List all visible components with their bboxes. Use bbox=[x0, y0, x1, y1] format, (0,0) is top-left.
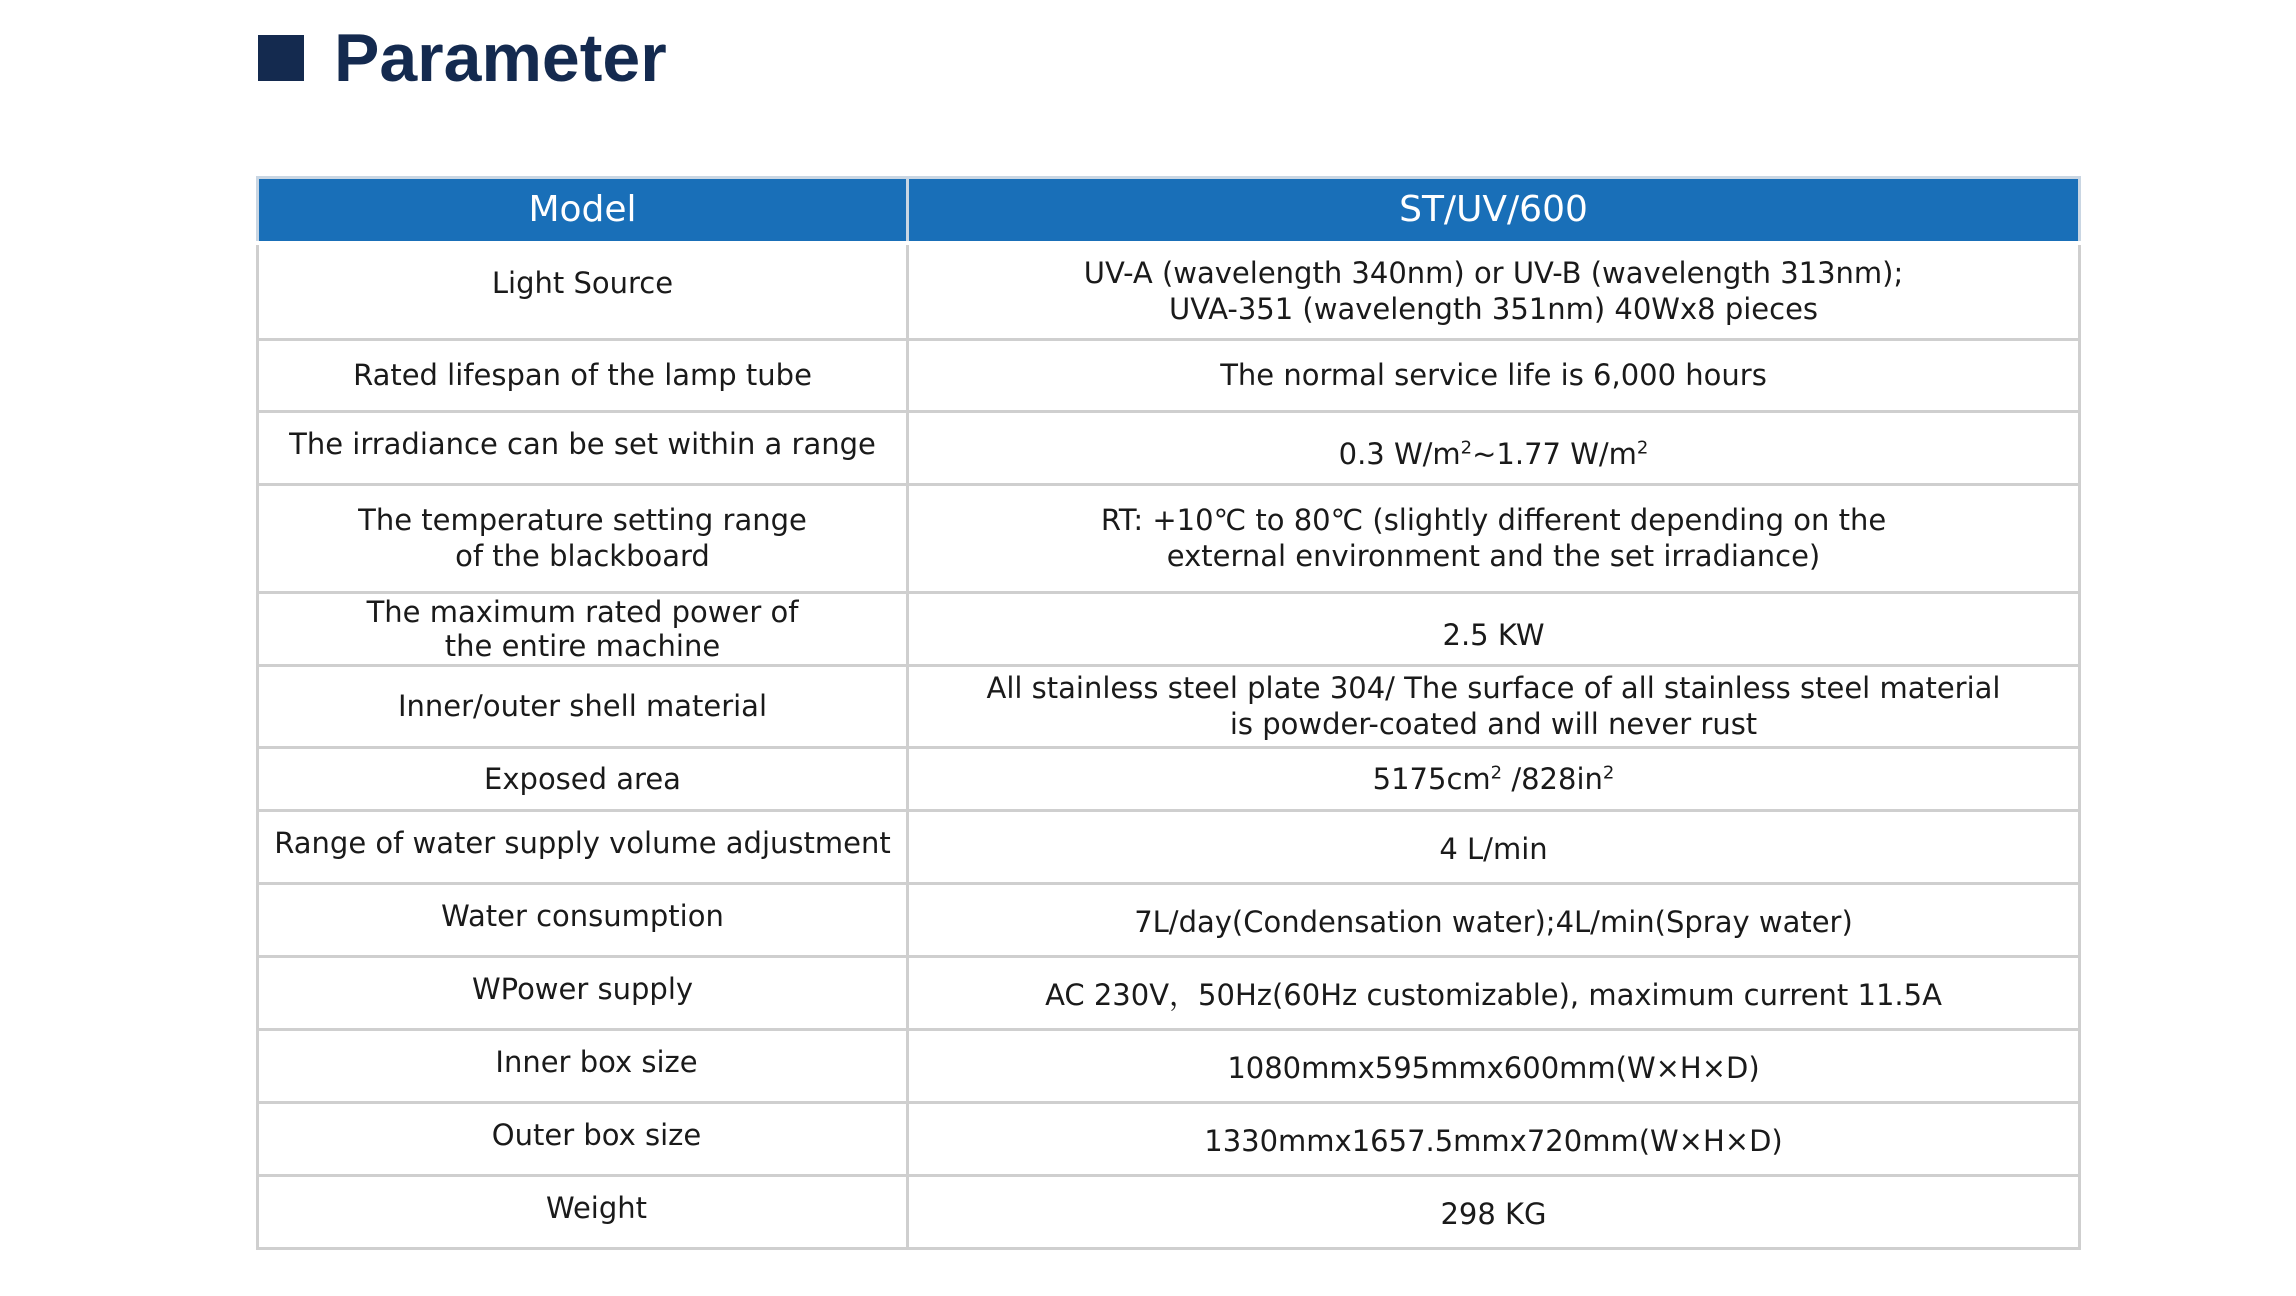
param-label: Inner box size bbox=[258, 1029, 908, 1102]
param-value: 7L/day(Condensation water);4L/min(Spray water) bbox=[908, 883, 2080, 956]
param-label: Range of water supply volume adjustment bbox=[258, 810, 908, 883]
param-label: Water consumption bbox=[258, 883, 908, 956]
param-value: AC 230V，50Hz(60Hz customizable), maximum current 11.5A bbox=[908, 956, 2080, 1029]
title-square-icon bbox=[258, 35, 304, 81]
param-label: Light Source bbox=[258, 243, 908, 339]
table-row bbox=[258, 665, 2080, 747]
table-row bbox=[258, 810, 2080, 883]
table-row bbox=[258, 339, 2080, 411]
header-label-cell: Model bbox=[258, 178, 908, 244]
table-row bbox=[258, 484, 2080, 592]
parameter-table bbox=[256, 176, 2081, 1250]
page-heading bbox=[258, 22, 667, 94]
param-label: Inner/outer shell material bbox=[258, 665, 908, 747]
param-value: 298 KG bbox=[908, 1175, 2080, 1248]
param-label: WPower supply bbox=[258, 956, 908, 1029]
param-label: Exposed area bbox=[258, 747, 908, 810]
header-value-cell: ST/UV/600 bbox=[908, 178, 2080, 244]
param-value: $5175cm^2$ $/828in^2$ bbox=[908, 747, 2080, 810]
param-label: Outer box size bbox=[258, 1102, 908, 1175]
param-value: 1080mmx595mmx600mm(W×H×D) bbox=[908, 1029, 2080, 1102]
table-row bbox=[258, 411, 2080, 484]
table-header-row bbox=[258, 178, 2080, 244]
table-row bbox=[258, 1029, 2080, 1102]
table-row bbox=[258, 1175, 2080, 1248]
param-value: 2.5 KW bbox=[908, 592, 2080, 665]
param-label: Rated lifespan of the lamp tube bbox=[258, 339, 908, 411]
param-label: The maximum rated power of the entire machine bbox=[258, 592, 908, 665]
table-row bbox=[258, 883, 2080, 956]
param-value: 0.3 $W/m^2\sim 1.77$ $W/m^2$ bbox=[908, 411, 2080, 484]
param-label: Weight bbox=[258, 1175, 908, 1248]
param-value: The normal service life is 6,000 hours bbox=[908, 339, 2080, 411]
param-value: All stainless steel plate 304/ The surface of all stainless steel material is powder-coated and will never rust bbox=[908, 665, 2080, 747]
table-row bbox=[258, 747, 2080, 810]
param-label: The temperature setting range of the blackboard bbox=[258, 484, 908, 592]
param-value: RT: +10℃ to 80℃ (slightly different depending on the external environment and the set irradiance) bbox=[908, 484, 2080, 592]
table-row bbox=[258, 1102, 2080, 1175]
table-row bbox=[258, 243, 2080, 339]
param-value: UV-A (wavelength 340nm) or UV-B (wavelength 313nm); UVA-351 (wavelength 351nm) 40Wx8 pieces bbox=[908, 243, 2080, 339]
param-value: 1330mmx1657.5mmx720mm(W×H×D) bbox=[908, 1102, 2080, 1175]
param-value: 4 L/min bbox=[908, 810, 2080, 883]
table-row bbox=[258, 956, 2080, 1029]
page-title: Parameter bbox=[334, 20, 667, 96]
param-label: The irradiance can be set within a range bbox=[258, 411, 908, 484]
table-row bbox=[258, 592, 2080, 665]
